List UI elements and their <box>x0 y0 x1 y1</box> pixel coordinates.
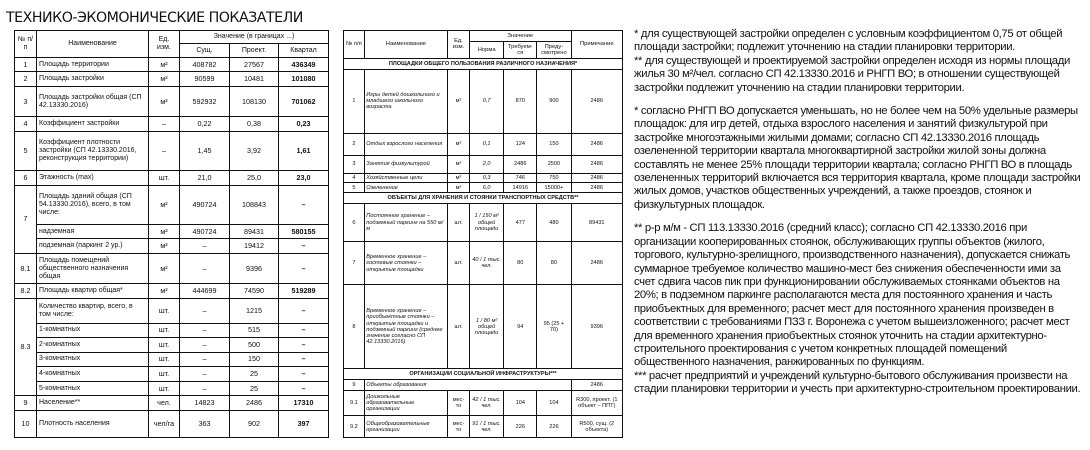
row-num: 6 <box>15 171 37 186</box>
header-name: Наименование <box>364 31 447 59</box>
row-name: Площадь территории <box>37 57 149 72</box>
row-proj: 108843 <box>230 185 279 224</box>
row-block: 436349 <box>279 57 329 72</box>
row-exist: 490724 <box>180 224 230 239</box>
row-unit: м² <box>448 183 470 193</box>
row-norm: 0,3 <box>470 173 504 183</box>
row-name: Дошкольные образовательные организации <box>364 390 447 416</box>
row-exist: 14823 <box>180 396 230 411</box>
row-unit: мес- то <box>448 416 470 438</box>
row-unit: м² <box>149 284 180 299</box>
row-unit: м² <box>149 57 180 72</box>
table-row <box>15 87 329 117</box>
row-name: надземная <box>37 224 149 239</box>
table-row <box>15 396 329 411</box>
row-unit: м² <box>149 254 180 284</box>
row-unit: м² <box>149 224 180 239</box>
table-row <box>344 242 623 285</box>
row-proj: 25 <box>230 367 279 382</box>
table-row <box>15 352 329 367</box>
row-num: 3 <box>15 87 37 117</box>
row-unit: – <box>149 117 180 132</box>
table-row <box>344 183 623 193</box>
table-row <box>344 134 623 155</box>
table-row <box>15 254 329 284</box>
row-name: Этажность (max) <box>37 171 149 186</box>
row-num: 8.2 <box>15 284 37 299</box>
header-note: Примечание <box>571 31 622 59</box>
table-row <box>15 224 329 239</box>
row-exist: 21,0 <box>180 171 230 186</box>
row-block: 580155 <box>279 224 329 239</box>
row-block: – <box>279 381 329 396</box>
row-proj: 10481 <box>230 72 279 87</box>
row-provided: 15000+ <box>537 183 571 193</box>
row-norm: 6,0 <box>470 183 504 193</box>
header-row <box>15 31 329 44</box>
row-exist: 444699 <box>180 284 230 299</box>
row-block: – <box>279 352 329 367</box>
notes-block <box>634 28 1084 407</box>
row-provided: 95 (25 + 70) <box>537 285 571 369</box>
row-block: 701062 <box>279 87 329 117</box>
row-proj: 0,38 <box>230 117 279 132</box>
row-unit: м² <box>149 87 180 117</box>
row-num: 7 <box>15 185 37 253</box>
row-block: 397 <box>279 410 329 437</box>
section-social: ОРГАНИЗАЦИИ СОЦИАЛЬНОЙ ИНФРАСТРУКТУРЫ*** <box>344 369 623 380</box>
row-required: 746 <box>504 173 537 183</box>
row-proj: 25,0 <box>230 171 279 186</box>
row-required: 14916 <box>504 183 537 193</box>
row-unit: шт. <box>448 285 470 369</box>
row-num: 10 <box>15 410 37 437</box>
row-num: 2 <box>15 72 37 87</box>
row-num: 4 <box>344 173 365 183</box>
row-unit: шт. <box>149 367 180 382</box>
row-name: Озеленение <box>364 183 447 193</box>
header-value-group: Значение <box>470 31 572 42</box>
row-name: Временное хранение – гостевые стоянки – открытые площадки <box>364 242 447 285</box>
row-unit: м² <box>149 72 180 87</box>
row-unit: шт. <box>149 171 180 186</box>
table-row <box>15 185 329 224</box>
row-name: 5-комнатных <box>37 381 149 396</box>
header-norm: Норма <box>470 41 504 58</box>
row-exist: – <box>180 254 230 284</box>
row-num: 9.2 <box>344 416 365 438</box>
table-row <box>15 131 329 170</box>
row-proj: 25 <box>230 381 279 396</box>
row-num: 8 <box>344 285 365 369</box>
row-proj: 515 <box>230 323 279 338</box>
row-block: – <box>279 323 329 338</box>
header-name: Наименование <box>37 31 149 58</box>
table-row <box>344 379 623 390</box>
table-row <box>344 203 623 242</box>
header-block: Квартал <box>279 44 329 57</box>
row-note: 2486 <box>571 155 622 173</box>
row-block: 101080 <box>279 72 329 87</box>
row-num: 8.3 <box>15 298 37 395</box>
note-5: *** расчет предприятий и учреждений культурно-бытового обслуживания произвести на стадии планировки территории и учесть при архитектурно-строительном проектировании. <box>634 369 1081 396</box>
row-block: – <box>279 185 329 224</box>
row-provided: 480 <box>537 203 571 242</box>
row-block: – <box>279 367 329 382</box>
row-norm: 0,1 <box>470 134 504 155</box>
section-row <box>344 193 623 204</box>
header-exist: Сущ. <box>180 44 230 57</box>
note-1: * для существующей застройки определен с условным коэффициентом 0,75 от общей площади застройки; подлежит уточнению на стадии планировки территории. <box>634 28 1063 54</box>
row-note: 2486 <box>571 379 622 390</box>
row-num: 5 <box>344 183 365 193</box>
row-norm: 91 / 1 тыс. чел. <box>470 416 504 438</box>
row-name: 4-комнатных <box>37 367 149 382</box>
row-norm: 0,7 <box>470 69 504 133</box>
row-note: 2486 <box>571 173 622 183</box>
section-playgrounds: ПЛОЩАДКИ ОБЩЕГО ПОЛЬЗОВАНИЯ РАЗЛИЧНОГО НАЗНАЧЕНИЯ* <box>344 58 623 69</box>
row-proj: 108130 <box>230 87 279 117</box>
row-proj: 2486 <box>230 396 279 411</box>
row-proj: 3,92 <box>230 131 279 170</box>
row-exist: – <box>180 381 230 396</box>
note-4: ** р-р м/м - СП 113.13330.2016 (средний класс); согласно СП 42.13330.2016 при организации кооперированных стоянок, обслуживающих группы объектов (жилого, торгового, культурно-зрелищного, производственного назначения), допускается снижать суммарное требуемое количество машино-мест без снижения обеспеченности ими за счет сдвига часов пик при функционировании обслуживаемых стоянками объектов на 20%; в подземном паркинге располагаются места для постоянного хранения и часть приобъектных для временного; расчет мест для постоянного хранения произведен в соответствии с требованиями ПЗЗ г. Воронежа с учетом вышеизложенного; расчет мест для временного хранения приобъектных стоянок уточнить на стадии архитектурно-строительного проектирования с учетом конкретных площадей помещений общественного назначения, ранжированных по функциям. <box>634 222 1071 369</box>
header-value-group: Значение (в границах ...) <box>180 31 329 44</box>
table-row <box>344 155 623 173</box>
row-exist: – <box>180 338 230 353</box>
row-provided: 104 <box>537 390 571 416</box>
row-norm: 1 / 80 м² общей площади <box>470 285 504 369</box>
row-exist: – <box>180 367 230 382</box>
row-norm: 40 / 1 тыс. чел. <box>470 242 504 285</box>
row-proj: 500 <box>230 338 279 353</box>
row-name: 2-комнатных <box>37 338 149 353</box>
row-name: Коэффициент застройки <box>37 117 149 132</box>
header-unit: Ед. изм. <box>149 31 180 58</box>
row-exist: – <box>180 352 230 367</box>
row-name: Площадь застройки <box>37 72 149 87</box>
row-provided: 150 <box>537 134 571 155</box>
row-required: 870 <box>504 69 537 133</box>
row-unit: м² <box>448 69 470 133</box>
row-proj: 74590 <box>230 284 279 299</box>
table-row <box>15 171 329 186</box>
row-block: 519289 <box>279 284 329 299</box>
row-required: 94 <box>504 285 537 369</box>
table-row <box>15 323 329 338</box>
row-norm: 2,0 <box>470 155 504 173</box>
table-row <box>15 72 329 87</box>
row-note: 2486 <box>571 242 622 285</box>
row-num: 8.1 <box>15 254 37 284</box>
row-block: – <box>279 298 329 323</box>
row-note: R300, проект. (1 объект – ППТ) <box>571 390 622 416</box>
row-norm: 1 / 150 м² общей площади <box>470 203 504 242</box>
row-exist: 0,22 <box>180 117 230 132</box>
row-block: – <box>279 338 329 353</box>
row-exist: 363 <box>180 410 230 437</box>
row-required: 477 <box>504 203 537 242</box>
row-proj: 1215 <box>230 298 279 323</box>
table-row <box>15 298 329 323</box>
table-row <box>15 239 329 254</box>
row-unit: чел/га <box>149 410 180 437</box>
row-proj: 902 <box>230 410 279 437</box>
row-num: 7 <box>344 242 365 285</box>
row-provided: 750 <box>537 173 571 183</box>
row-num: 2 <box>344 134 365 155</box>
table-row <box>15 57 329 72</box>
table-row <box>15 284 329 299</box>
row-note: 2486 <box>571 183 622 193</box>
row-name: Площадь застройки общая (СП 42.13330.2016) <box>37 87 149 117</box>
row-name: Коэффициент плотности застройки (СП 42.13330.2016, реконструкция территории) <box>37 131 149 170</box>
note-3: * согласно РНГП ВО допускается уменьшать, но не более чем на 50% удельные размеры площадок: для игр детей, отдыха взрослого населения и занятий физкультурой при застройке многоэтажными жилыми домами; согласно СП 42.13330.2016 площадь озелененной территории квартала многоквартирной застройки жилой зоны должна составлять не менее 25% площади территории квартала; согласно РНГП ВО в площадь озелененных территорий включается вся территория квартала, кроме площади застройки жилых домов, участков общественных учреждений, а также проездов, стоянок и физкультурных площадок. <box>634 105 1081 211</box>
table1-title: ТЕХНИКО-ЭКОМОНИЧЕСКИЕ ПОКАЗАТЕЛИ <box>6 10 303 26</box>
row-unit: – <box>149 131 180 170</box>
row-block: – <box>279 254 329 284</box>
row-name: Временное хранение – приобъектные стоянки – открытые площадки и подземный паркинг (среднее значение согласно СП 42.13330.2016) <box>364 285 447 369</box>
row-unit: м² <box>149 185 180 224</box>
row-required: 2486 <box>504 155 537 173</box>
table-row <box>344 285 623 369</box>
row-unit: шт. <box>149 298 180 323</box>
row-provided: 900 <box>537 69 571 133</box>
row-block: 17310 <box>279 396 329 411</box>
header-required: Требуем- ся <box>504 41 537 58</box>
row-exist: – <box>180 323 230 338</box>
row-name: Объекты образования <box>364 379 571 390</box>
row-note: 2486 <box>571 69 622 133</box>
row-name: Общеобразовательные организации <box>364 416 447 438</box>
row-name: подземная (паркинг 2 ур.) <box>37 239 149 254</box>
row-exist: 408782 <box>180 57 230 72</box>
row-proj: 9396 <box>230 254 279 284</box>
row-unit: шт. <box>149 381 180 396</box>
row-unit: м² <box>448 155 470 173</box>
row-proj: 27567 <box>230 57 279 72</box>
section-row <box>344 58 623 69</box>
row-num: 9 <box>15 396 37 411</box>
row-exist: 490724 <box>180 185 230 224</box>
row-unit: шт. <box>448 242 470 285</box>
header-provided: Преду- смотрено <box>537 41 571 58</box>
row-name: Плотность населения <box>37 410 149 437</box>
header-row <box>344 31 623 42</box>
header-num: № п/п <box>344 31 365 59</box>
table-row <box>15 117 329 132</box>
section-row <box>344 369 623 380</box>
row-name: Площадь квартир общая* <box>37 284 149 299</box>
row-exist: 1,45 <box>180 131 230 170</box>
section-parking: ОБЪЕКТЫ ДЛЯ ХРАНЕНИЯ И СТОЯНКИ ТРАНСПОРТНЫХ СРЕДСТВ** <box>344 193 623 204</box>
row-num: 9.1 <box>344 390 365 416</box>
table-row <box>15 381 329 396</box>
row-provided: 2500 <box>537 155 571 173</box>
row-name: Площадь зданий общая (СП 54.13330.2016), всего, в том числе: <box>37 185 149 224</box>
table-row <box>344 390 623 416</box>
row-name: Население** <box>37 396 149 411</box>
table-row <box>344 69 623 133</box>
row-unit: шт. <box>149 323 180 338</box>
row-exist: 592932 <box>180 87 230 117</box>
row-name: Постоянное хранение – подземный паркинг на 550 м/м <box>364 203 447 242</box>
row-proj: 150 <box>230 352 279 367</box>
row-num: 1 <box>15 57 37 72</box>
row-block: 1,61 <box>279 131 329 170</box>
row-name: Площадь помещений общественного назначения общая <box>37 254 149 284</box>
table-row <box>15 410 329 437</box>
table-row <box>15 338 329 353</box>
row-exist: – <box>180 239 230 254</box>
row-required: 226 <box>504 416 537 438</box>
row-name: Количество квартир, всего, в том числе: <box>37 298 149 323</box>
row-note: 2486 <box>571 134 622 155</box>
row-name: Игры детей дошкольного и младшего школьного возраста <box>364 69 447 133</box>
row-unit: м² <box>448 173 470 183</box>
row-required: 104 <box>504 390 537 416</box>
row-unit: чел. <box>149 396 180 411</box>
row-num: 6 <box>344 203 365 242</box>
row-name: Хозяйственные цели <box>364 173 447 183</box>
row-name: Занятия физкультурой <box>364 155 447 173</box>
row-note: 9396 <box>571 285 622 369</box>
row-norm: 42 / 1 тыс. чел. <box>470 390 504 416</box>
header-proj: Проект. <box>230 44 279 57</box>
row-proj: 89431 <box>230 224 279 239</box>
row-provided: 226 <box>537 416 571 438</box>
row-unit: шт. <box>149 352 180 367</box>
row-required: 124 <box>504 134 537 155</box>
row-num: 4 <box>15 117 37 132</box>
row-note: 89431 <box>571 203 622 242</box>
row-exist: – <box>180 298 230 323</box>
row-num: 9 <box>344 379 365 390</box>
row-exist: 90599 <box>180 72 230 87</box>
table-row <box>15 367 329 382</box>
row-name: 3-комнатных <box>37 352 149 367</box>
row-unit: шт. <box>149 338 180 353</box>
row-num: 5 <box>15 131 37 170</box>
row-required: 80 <box>504 242 537 285</box>
row-unit: м² <box>149 239 180 254</box>
row-num: 1 <box>344 69 365 133</box>
row-unit: шт. <box>448 203 470 242</box>
tep-table <box>14 30 329 438</box>
header-unit: Ед. изм. <box>448 31 470 59</box>
row-block: – <box>279 239 329 254</box>
row-name: 1-комнатных <box>37 323 149 338</box>
row-note: R500, сущ. (2 объекта) <box>571 416 622 438</box>
header-num: № п/п <box>15 31 37 58</box>
table-row <box>344 173 623 183</box>
row-provided: 80 <box>537 242 571 285</box>
row-block: 0,23 <box>279 117 329 132</box>
table-row <box>344 416 623 438</box>
note-2: ** для существующей и проектируемой застройки определен исходя из нормы площади жилья 30 м²/чел. согласно СП 42.13330.2016 и РНГП ВО; в отношении существующей застройки подлежит уточнению на стадии планировки территории. <box>634 54 1070 94</box>
row-unit: мес- то <box>448 390 470 416</box>
norms-table <box>343 30 623 438</box>
row-name: Отдых взрослого населения <box>364 134 447 155</box>
row-block: 23,0 <box>279 171 329 186</box>
row-num: 3 <box>344 155 365 173</box>
row-proj: 19412 <box>230 239 279 254</box>
row-unit: м² <box>448 134 470 155</box>
